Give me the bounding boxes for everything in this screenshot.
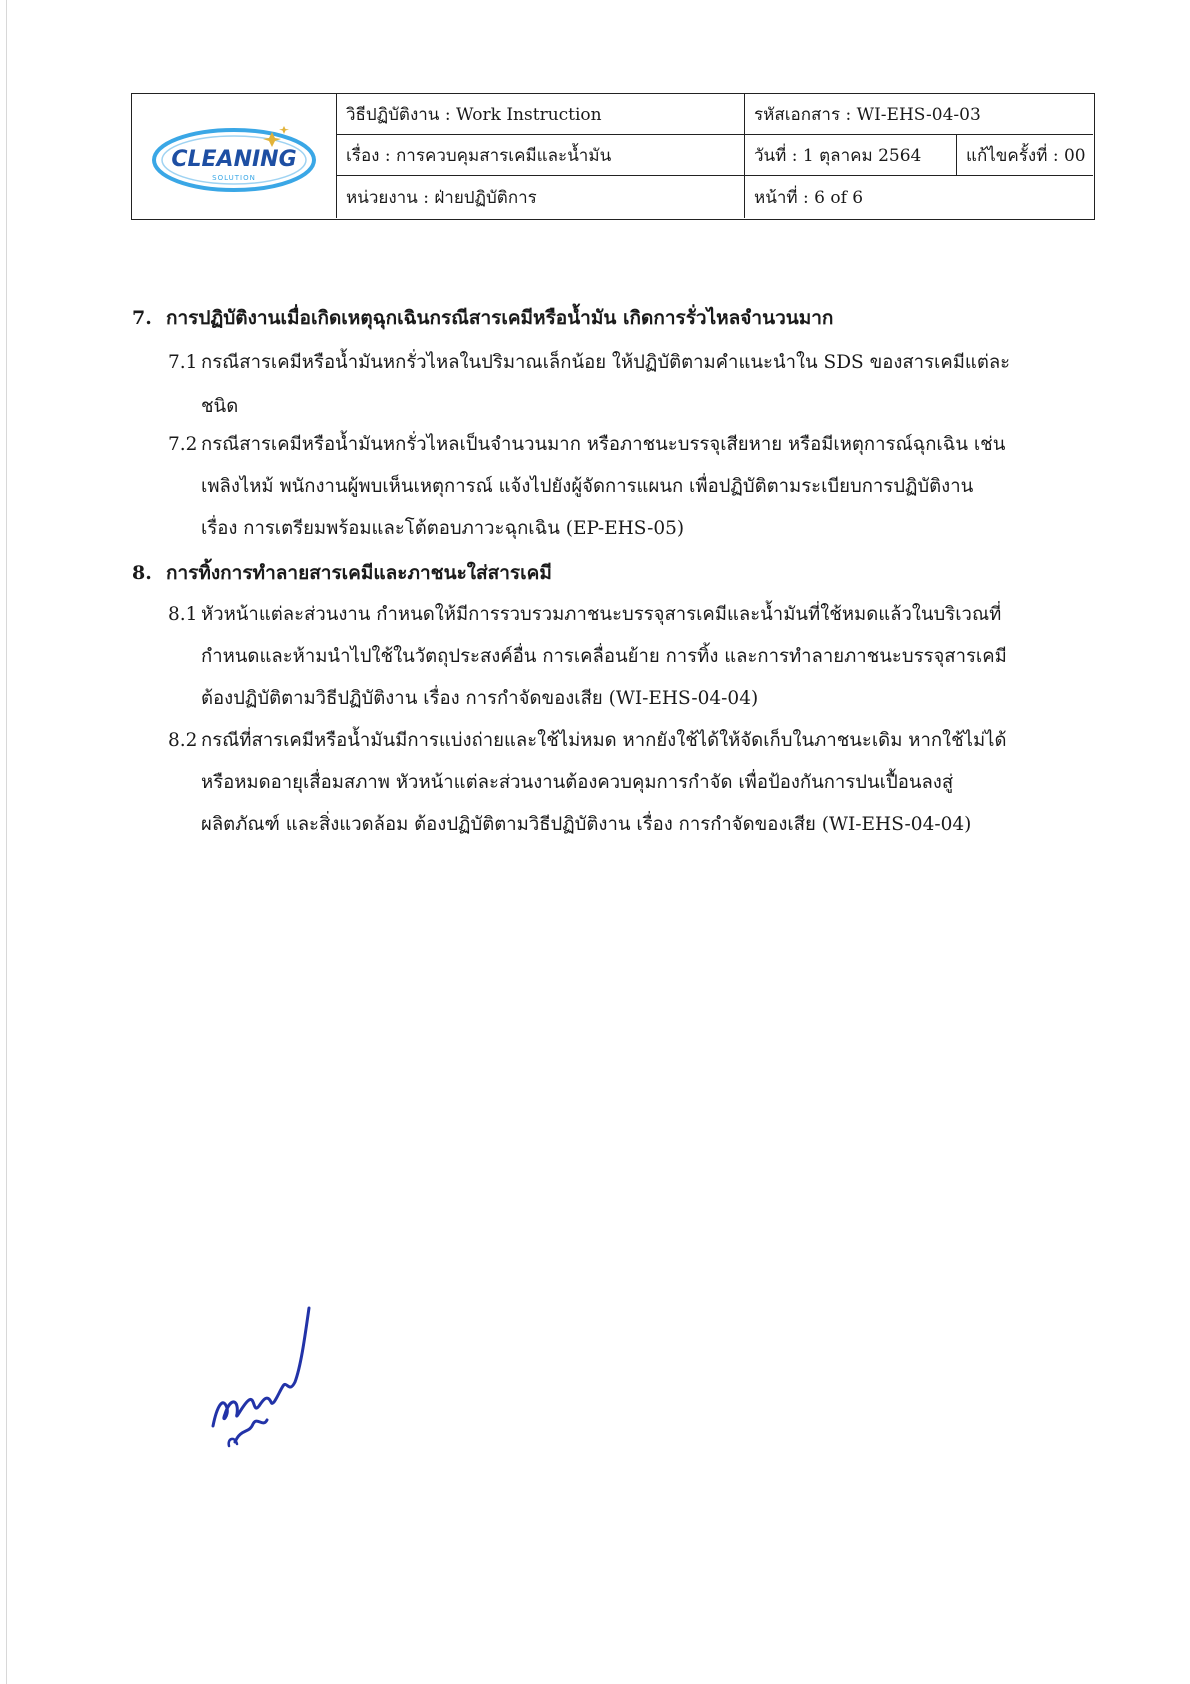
item-8-1-line-2: กำหนดและห้ามนำไปใช้ในวัตถุประสงค์อื่น การเคลื่อนย้าย การทิ้ง และการทำลายภาชนะบรรจุสารเคมี <box>201 646 1007 667</box>
section-title: การปฏิบัติงานเมื่อเกิดเหตุฉุกเฉินกรณีสารเคมีหรือน้ำมัน เกิดการรั่วไหลจำนวนมาก <box>166 307 834 329</box>
cleaning-solution-logo <box>150 122 318 194</box>
item-number: 8.2 <box>168 730 198 751</box>
item-7-2-line-2: เพลิงไหม้ พนักงานผู้พบเห็นเหตุการณ์ แจ้งไปยังผู้จัดการแผนก เพื่อปฏิบัติตามระเบียบการปฏิบัติงาน <box>201 476 974 497</box>
item-line: กรณีสารเคมีหรือน้ำมันหกรั่วไหลในปริมาณเล็กน้อย ให้ปฏิบัติตามคำแนะนำใน SDS ของสารเคมีแต่ละ <box>201 352 1011 373</box>
item-line: กรณีสารเคมีหรือน้ำมันหกรั่วไหลเป็นจำนวนมาก หรือภาชนะบรรจุเสียหาย หรือมีเหตุการณ์ฉุกเฉิน เช่น <box>201 434 1006 455</box>
logo-cell <box>132 94 337 218</box>
signature-stroke-lower <box>235 1420 267 1442</box>
item-8-2-line-3: ผลิตภัณฑ์ และสิ่งแวดล้อม ต้องปฏิบัติตามวิธีปฏิบัติงาน เรื่อง การกำจัดของเสีย (WI-EHS-04-04) <box>201 814 972 835</box>
doc-code: รหัสเอกสาร : WI-EHS-04-03 <box>744 94 1093 135</box>
logo-sub: SOLUTION <box>212 174 256 182</box>
logo-word: CLEANING <box>171 147 297 172</box>
document-header-table <box>131 93 1095 220</box>
item-7-1 <box>168 348 1010 377</box>
revision-divider <box>956 135 957 176</box>
item-8-1-line-3: ต้องปฏิบัติตามวิธีปฏิบัติงาน เรื่อง การกำจัดของเสีย (WI-EHS-04-04) <box>201 688 759 709</box>
doc-subject: เรื่อง : การควบคุมสารเคมีและน้ำมัน <box>336 135 744 176</box>
item-7-2 <box>168 430 1005 459</box>
item-8-2 <box>168 726 1006 755</box>
doc-type: วิธีปฏิบัติงาน : Work Instruction <box>336 94 744 135</box>
section-title: การทิ้งการทำลายสารเคมีและภาชนะใส่สารเคมี <box>166 562 552 584</box>
scan-edge <box>6 0 7 1684</box>
title-cell <box>336 94 745 218</box>
doc-page: หน้าที่ : 6 of 6 <box>754 187 864 208</box>
item-number: 7.1 <box>168 352 198 373</box>
handwritten-signature <box>205 1296 325 1456</box>
signature-loop <box>229 1439 237 1446</box>
section-7-heading <box>132 303 833 333</box>
doc-revision: แก้ไขครั้งที่ : 00 <box>966 146 1086 166</box>
item-8-1 <box>168 600 1001 629</box>
sparkle-small-icon <box>279 126 289 134</box>
section-number: 8. <box>132 562 152 584</box>
item-8-2-line-2: หรือหมดอายุเสื่อมสภาพ หัวหน้าแต่ละส่วนงานต้องควบคุมการกำจัด เพื่อป้องกันการปนเปื้อนลงสู่ <box>201 772 954 793</box>
doc-date: วันที่ : 1 ตุลาคม 2564 <box>744 135 1093 176</box>
item-number: 7.2 <box>168 434 198 455</box>
item-line: กรณีที่สารเคมีหรือน้ำมันมีการแบ่งถ่ายและใช้ไม่หมด หากยังใช้ได้ให้จัดเก็บในภาชนะเดิม หากใช้ไม่ได้ <box>201 730 1007 751</box>
item-number: 8.1 <box>168 604 198 625</box>
section-number: 7. <box>132 307 152 329</box>
item-7-2-line-3: เรื่อง การเตรียมพร้อมและโต้ตอบภาวะฉุกเฉิน (EP-EHS-05) <box>201 518 685 539</box>
doc-department: หน่วยงาน : ฝ่ายปฏิบัติการ <box>346 187 537 208</box>
item-7-1-line-2: ชนิด <box>201 396 239 417</box>
item-line: หัวหน้าแต่ละส่วนงาน กำหนดให้มีการรวบรวมภาชนะบรรจุสารเคมีและน้ำมันที่ใช้หมดแล้วในบริเวณที่ <box>201 604 1002 625</box>
signature-stroke-main <box>213 1308 309 1426</box>
meta-cell <box>744 94 1093 218</box>
section-8-heading <box>132 558 552 588</box>
